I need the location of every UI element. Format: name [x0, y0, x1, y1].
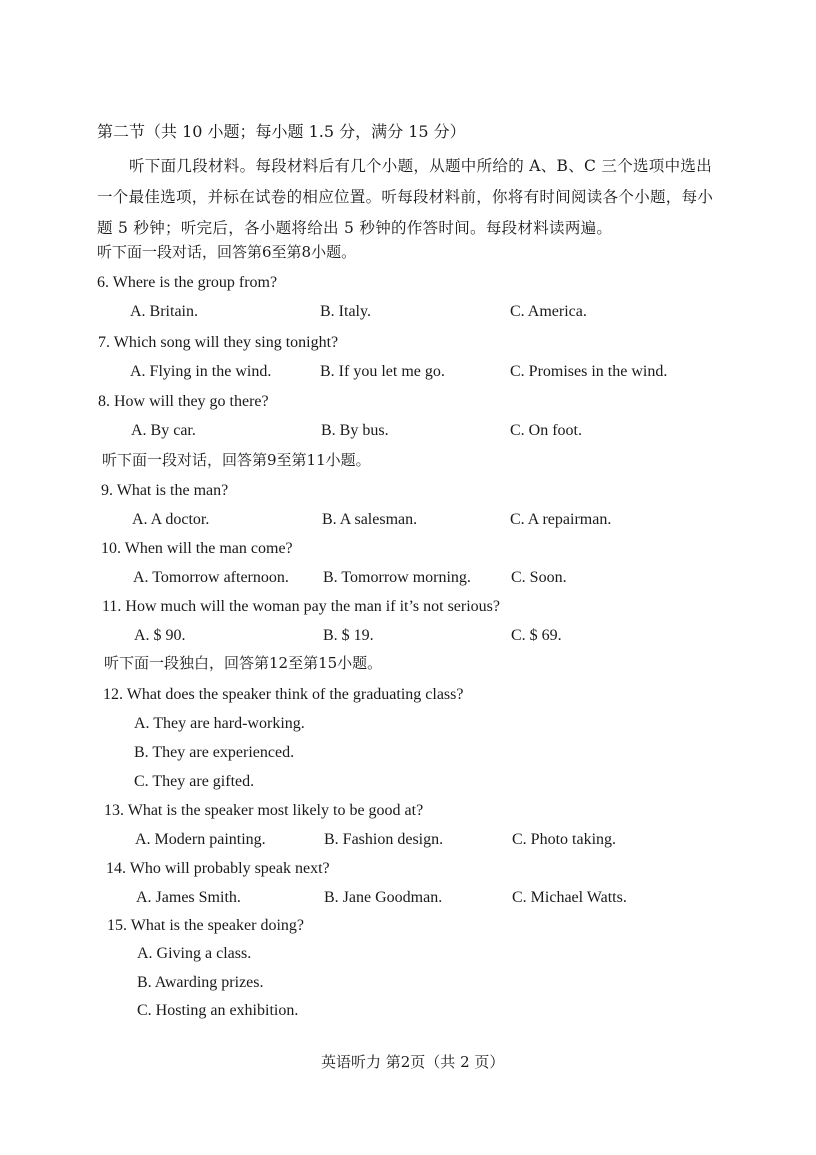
- question-12-option-b: B. They are experienced.: [134, 744, 295, 761]
- question-6-option-b: B. Italy.: [320, 303, 371, 320]
- question-9-option-a: A. A doctor.: [132, 511, 210, 528]
- section-heading: 第二节（共 10 小题；每小题 1.5 分，满分 15 分）: [97, 122, 466, 141]
- group-label-3: 听下面一段独白，回答第12至第15小题。: [104, 654, 383, 672]
- question-14-option-c: C. Michael Watts.: [512, 889, 627, 906]
- question-15-option-b: B. Awarding prizes.: [137, 974, 264, 991]
- page-footer: 英语听力 第2页（共 2 页）: [321, 1053, 505, 1071]
- question-10-stem: 10. When will the man come?: [101, 540, 293, 557]
- question-8-option-b: B. By bus.: [321, 422, 389, 439]
- question-14-option-b: B. Jane Goodman.: [324, 889, 443, 906]
- question-8-option-c: C. On foot.: [510, 422, 582, 439]
- question-7-stem: 7. Which song will they sing tonight?: [98, 334, 339, 351]
- question-10-option-b: B. Tomorrow morning.: [323, 569, 471, 586]
- question-12-stem: 12. What does the speaker think of the graduating class?: [103, 686, 464, 703]
- question-8-stem: 8. How will they go there?: [98, 393, 269, 410]
- question-15-option-c: C. Hosting an exhibition.: [137, 1002, 299, 1019]
- question-11-stem: 11. How much will the woman pay the man if it’s not serious?: [102, 598, 501, 615]
- question-9-option-c: C. A repairman.: [510, 511, 612, 528]
- question-7-option-a: A. Flying in the wind.: [130, 363, 272, 380]
- question-11-option-b: B. $ 19.: [323, 627, 374, 644]
- question-15-stem: 15. What is the speaker doing?: [107, 917, 304, 934]
- question-9-stem: 9. What is the man?: [101, 482, 229, 499]
- question-6-option-c: C. America.: [510, 303, 587, 320]
- question-10-option-c: C. Soon.: [511, 569, 567, 586]
- question-7-option-b: B. If you let me go.: [320, 363, 445, 380]
- question-13-option-c: C. Photo taking.: [512, 831, 617, 848]
- question-13-option-a: A. Modern painting.: [135, 831, 266, 848]
- section-instructions: 听下面几段材料。每段材料后有几个小题，从题中所给的 A、B、C 三个选项中选出一个最佳选项，并标在试卷的相应位置。听每段材料前，你将有时间阅读各个小题，每小题 5 秒钟；听完后，各小题将给出 5 秒钟的作答时间。每段材料读两遍。: [97, 157, 714, 237]
- question-12-option-a: A. They are hard-working.: [134, 715, 305, 732]
- question-13-option-b: B. Fashion design.: [324, 831, 444, 848]
- question-7-option-c: C. Promises in the wind.: [510, 363, 668, 380]
- group-label-1: 听下面一段对话，回答第6至第8小题。: [97, 243, 357, 261]
- question-14-option-a: A. James Smith.: [136, 889, 241, 906]
- question-11-option-a: A. $ 90.: [134, 627, 186, 644]
- question-6-stem: 6. Where is the group from?: [97, 274, 278, 291]
- group-label-2: 听下面一段对话，回答第9至第11小题。: [102, 451, 371, 469]
- question-13-stem: 13. What is the speaker most likely to be good at?: [104, 802, 424, 819]
- question-10-option-a: A. Tomorrow afternoon.: [133, 569, 289, 586]
- question-6-option-a: A. Britain.: [130, 303, 198, 320]
- question-15-option-a: A. Giving a class.: [137, 945, 252, 962]
- question-8-option-a: A. By car.: [131, 422, 196, 439]
- question-9-option-b: B. A salesman.: [322, 511, 418, 528]
- question-14-stem: 14. Who will probably speak next?: [106, 860, 330, 877]
- question-12-option-c: C. They are gifted.: [134, 773, 255, 790]
- question-11-option-c: C. $ 69.: [511, 627, 562, 644]
